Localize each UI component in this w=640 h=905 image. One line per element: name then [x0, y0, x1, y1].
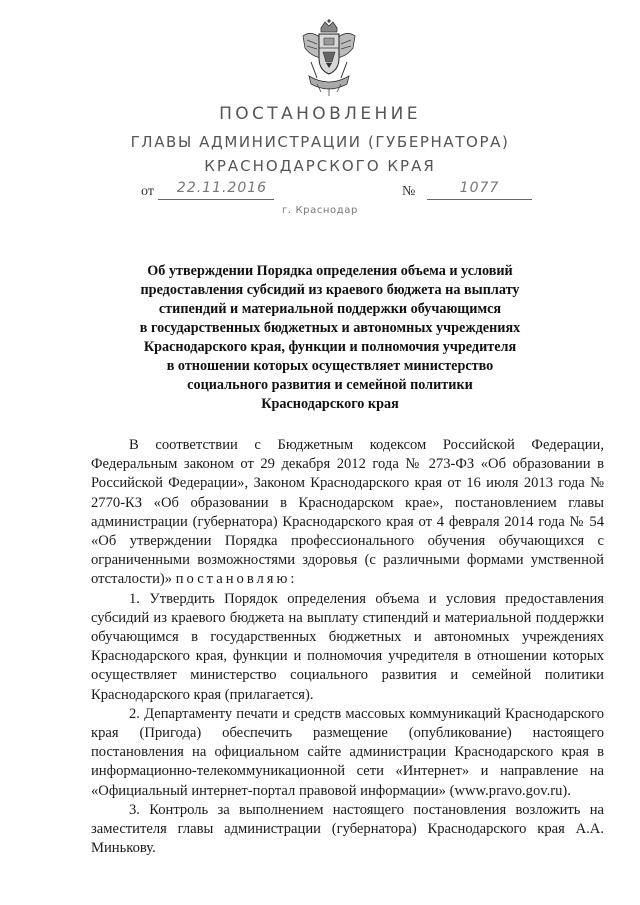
decree-word: постановляю: [175, 571, 298, 588]
item-2-paragraph: 2. Департаменту печати и средств массовых коммуникаций Краснодарского края (Пригода) обеспечить размещение (опубликование) настоящего постановления на официальном сайте администрации Краснодарского края в информационно-телекоммуникационной сети «Интернет» и направление на «Официальный интернет-портал правовой информации» (www.pravo.gov.ru). [91, 705, 604, 799]
document-type-heading: ПОСТАНОВЛЕНИЕ [219, 104, 421, 124]
region-heading: КРАСНОДАРСКОГО КРАЯ [204, 157, 436, 175]
coat-of-arms-icon [297, 18, 361, 98]
number-label: № [402, 184, 416, 199]
title-line: стипендий и материальной поддержки обучающимся [158, 301, 502, 317]
title-line: Краснодарского края, функции и полномочия учредителя [143, 339, 517, 355]
date-label: от [141, 184, 154, 199]
title-line: Краснодарского края [261, 396, 399, 412]
title-line: Об утверждении Порядка определения объема и условий [147, 263, 513, 279]
preamble-paragraph [91, 436, 604, 590]
title-line: в государственных бюджетных и автономных учреждениях [139, 320, 521, 336]
title-line: предоставления субсидий из краевого бюджета на выплату [140, 282, 520, 298]
document-body [91, 436, 604, 858]
document-title [110, 262, 550, 414]
title-line: в отношении которых осуществляет министерство [166, 358, 494, 374]
handwritten-number: 1077 [459, 180, 500, 196]
item-1-paragraph: 1. Утвердить Порядок определения объема и условия предоставления субсидий из краевого бюджета на выплату стипендий и материальной поддержки обучающимся в государственных бюджетных и автономных учреждениях Краснодарского края, функции и полномочия учредителя в отношении которых осуществляет министерство социального развития и семейной политики Краснодарского края (прилагается). [91, 590, 604, 703]
title-line: социального развития и семейной политики [187, 377, 473, 393]
item-3-paragraph: 3. Контроль за выполнением настоящего постановления возложить на заместителя главы администрации (губернатора) Краснодарского края А.А. Минькову. [91, 801, 604, 857]
preamble-text: В соответствии с Бюджетным кодексом Российской Федерации, Федеральным законом от 29 декабря 2012 года № 273-ФЗ «Об образовании в Российской Федерации», Законом Краснодарского края от 16 июля 2013 года № 2770-КЗ «Об образовании в Краснодарском крае», постановлением главы администрации (губернатора) Краснодарского края от 4 февраля 2014 года № 54 «Об утверждении Порядка профессионального обучения обучающихся с ограниченными возможностями здоровья (с различными формами умственной отсталости)» [91, 437, 604, 588]
date-underline [158, 199, 274, 200]
issuer-heading: ГЛАВЫ АДМИНИСТРАЦИИ (ГУБЕРНАТОРА) [130, 133, 510, 151]
number-underline [427, 199, 532, 200]
handwritten-date: 22.11.2016 [176, 180, 268, 196]
city-label: г. Краснодар [282, 205, 358, 216]
